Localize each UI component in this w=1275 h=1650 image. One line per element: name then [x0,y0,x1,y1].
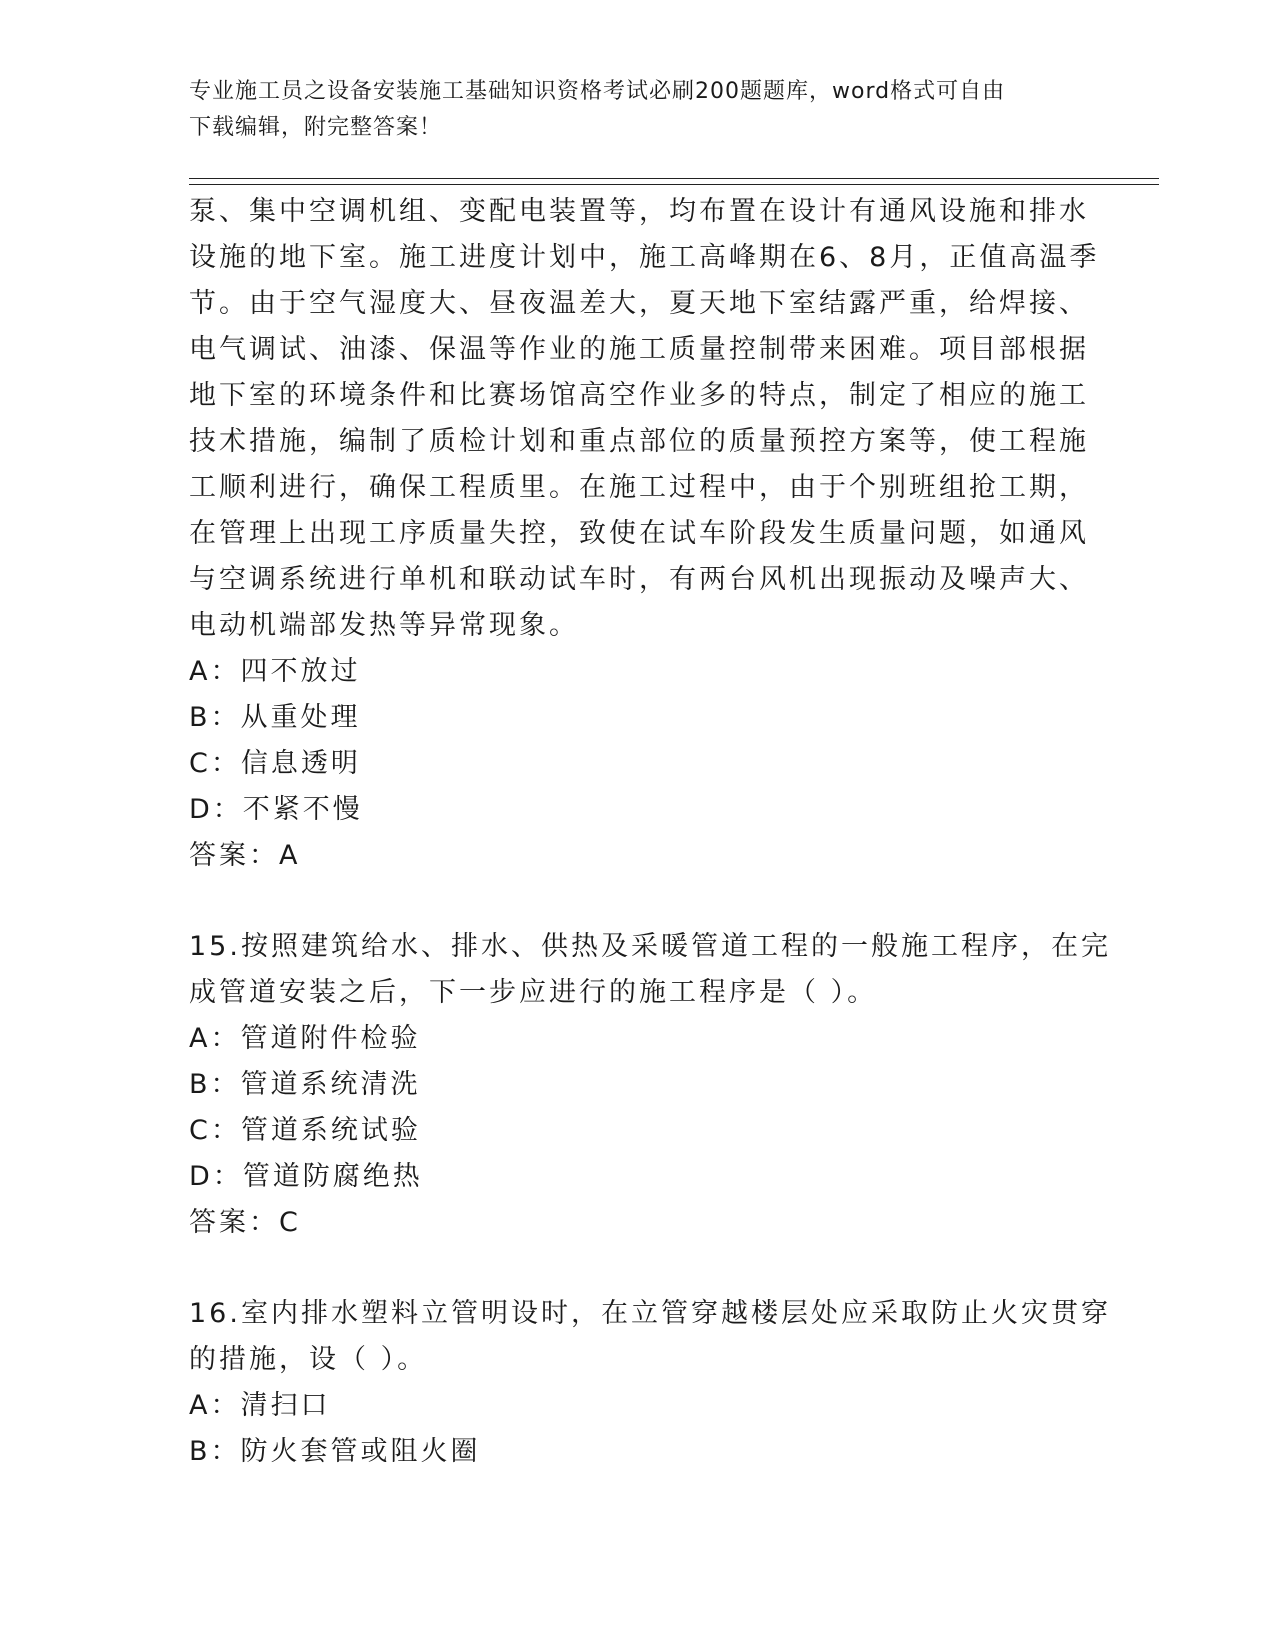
question-text-line: 地下室的环境条件和比赛场馆高空作业多的特点，制定了相应的施工 [189,380,1089,411]
question-text-line: 电动机端部发热等异常现象。 [189,610,579,641]
option-a: A：清扫口 [189,1390,331,1421]
question-text-line: 工顺利进行，确保工程质里。在施工过程中，由于个别班组抢工期， [189,472,1089,503]
answer-line: 答案：A [189,840,301,871]
question-text-line: 节。由于空气湿度大、昼夜温差大，夏天地下室结露严重，给焊接、 [189,288,1089,319]
option-d: D：不紧不慢 [189,794,363,825]
option-b: B：管道系统清洗 [189,1069,421,1100]
question-spacer [189,1246,1089,1291]
question-text-line: 设施的地下室。施工进度计划中，施工高峰期在6、8月，正值高温季 [189,242,1100,273]
question-16 [189,1291,1111,1475]
option-b: B：防火套管或阻火圈 [189,1436,481,1467]
page-header [189,74,1069,146]
question-14 [189,189,1100,879]
question-text-line: 泵、集中空调机组、变配电装置等，均布置在设计有通风设施和排水 [189,196,1089,227]
option-d: D：管道防腐绝热 [189,1161,423,1192]
option-c: C：管道系统试验 [189,1115,421,1146]
header-title-line-1: 专业施工员之设备安装施工基础知识资格考试必刷200题题库，word格式可自由 [189,79,1006,104]
header-title-line-2: 下载编辑，附完整答案！ [189,115,443,140]
question-text-line: 成管道安装之后，下一步应进行的施工程序是（ ）。 [189,977,878,1008]
question-text-line: 与空调系统进行单机和联动试车时，有两台风机出现振动及噪声大、 [189,564,1089,595]
question-15 [189,924,1111,1246]
question-spacer [189,879,1089,924]
question-text-line: 技术措施，编制了质检计划和重点部位的质量预控方案等，使工程施 [189,426,1089,457]
question-text-line: 15.按照建筑给水、排水、供热及采暖管道工程的一般施工程序，在完 [189,931,1111,962]
question-text-line: 16.室内排水塑料立管明设时，在立管穿越楼层处应采取防止火灾贯穿 [189,1298,1111,1329]
document-body [189,189,1111,1475]
question-text-line: 在管理上出现工序质量失控，致使在试车阶段发生质量问题，如通风 [189,518,1089,549]
answer-line: 答案：C [189,1207,301,1238]
question-text-line: 电气调试、油漆、保温等作业的施工质量控制带来困难。项目部根据 [189,334,1089,365]
option-c: C：信息透明 [189,748,361,779]
question-text-line: 的措施，设（ ）。 [189,1344,428,1375]
option-a: A：管道附件检验 [189,1023,421,1054]
option-a: A：四不放过 [189,656,361,687]
header-divider [189,178,1159,185]
option-b: B：从重处理 [189,702,361,733]
